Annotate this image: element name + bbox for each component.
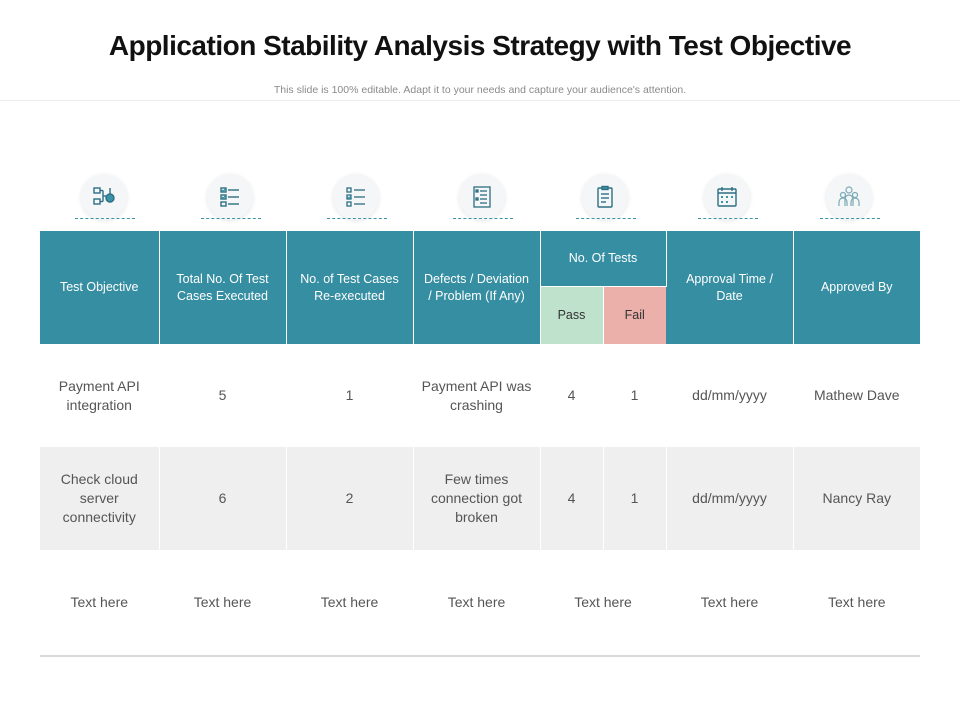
- cell-objective: Payment API integration: [40, 344, 159, 447]
- icon-cell-1: [75, 174, 135, 222]
- cell-date: dd/mm/yyyy: [666, 447, 793, 550]
- header-total-cases: Total No. Of Test Cases Executed: [159, 231, 286, 344]
- header-defects: Defects / Deviation / Problem (If Any): [413, 231, 540, 344]
- header-test-objective: Test Objective: [40, 231, 159, 344]
- icon-underline: [820, 218, 880, 219]
- icon-underline: [576, 218, 636, 219]
- header-approval: Approval Time / Date: [666, 231, 793, 344]
- icon-cell-2: [201, 174, 261, 222]
- cell-date: dd/mm/yyyy: [666, 344, 793, 447]
- table-row: [40, 447, 920, 550]
- objective-target-icon: [81, 174, 127, 220]
- icon-underline: [75, 218, 135, 219]
- test-table: [40, 231, 920, 654]
- header-fail: Fail: [603, 286, 666, 344]
- header-no-of-tests: No. Of Tests: [540, 231, 666, 286]
- table-row: [40, 344, 920, 447]
- cell-total: 5: [159, 344, 286, 447]
- cell-objective: Text here: [40, 550, 159, 654]
- cell-date: Text here: [666, 550, 793, 654]
- icon-underline: [201, 218, 261, 219]
- icon-cell-4: [453, 174, 513, 222]
- icon-underline: [327, 218, 387, 219]
- icon-row: [40, 174, 920, 224]
- cell-reexecuted: Text here: [286, 550, 413, 654]
- cell-objective: Check cloud server connectivity: [40, 447, 159, 550]
- cell-defects: Text here: [413, 550, 540, 654]
- icon-cell-3: [327, 174, 387, 222]
- header-reexecuted: No. of Test Cases Re-executed: [286, 231, 413, 344]
- cell-total: Text here: [159, 550, 286, 654]
- icon-cell-7: [820, 174, 880, 222]
- header-pass: Pass: [540, 286, 603, 344]
- slide-subtitle: This slide is 100% editable. Adapt it to your needs and capture your audience's attention.: [273, 84, 687, 96]
- bottom-divider: [40, 655, 920, 657]
- cell-pass: 4: [540, 447, 603, 550]
- cell-approved-by: Mathew Dave: [813, 387, 900, 403]
- cell-tests: Text here: [540, 550, 666, 654]
- checklist-icon: [207, 174, 253, 220]
- clipboard-icon: [582, 174, 628, 220]
- cell-reexecuted: 2: [286, 447, 413, 550]
- cell-pass: 4: [540, 344, 603, 447]
- team-icon: [826, 174, 872, 220]
- icon-underline: [453, 218, 513, 219]
- cell-approved-by: Text here: [827, 593, 886, 610]
- title-divider: [0, 100, 960, 101]
- table-row: [40, 550, 920, 654]
- cell-approved-by: Nancy Ray: [793, 447, 920, 550]
- icon-cell-6: [698, 174, 758, 222]
- cell-fail: 1: [603, 447, 666, 550]
- header-approved-by: Approved By: [793, 231, 920, 344]
- checkbox-list-icon: [333, 174, 379, 220]
- calendar-icon: [704, 174, 750, 220]
- cell-defects: Payment API was crashing: [413, 344, 540, 447]
- cell-reexecuted: 1: [286, 344, 413, 447]
- slide-title: Application Stability Analysis Strategy with Test Objective: [108, 30, 852, 61]
- icon-underline: [698, 218, 758, 219]
- cell-fail: 1: [603, 344, 666, 447]
- cell-total: 6: [159, 447, 286, 550]
- document-list-icon: [459, 174, 505, 220]
- icon-cell-5: [576, 174, 636, 222]
- cell-defects: Few times connection got broken: [413, 447, 540, 550]
